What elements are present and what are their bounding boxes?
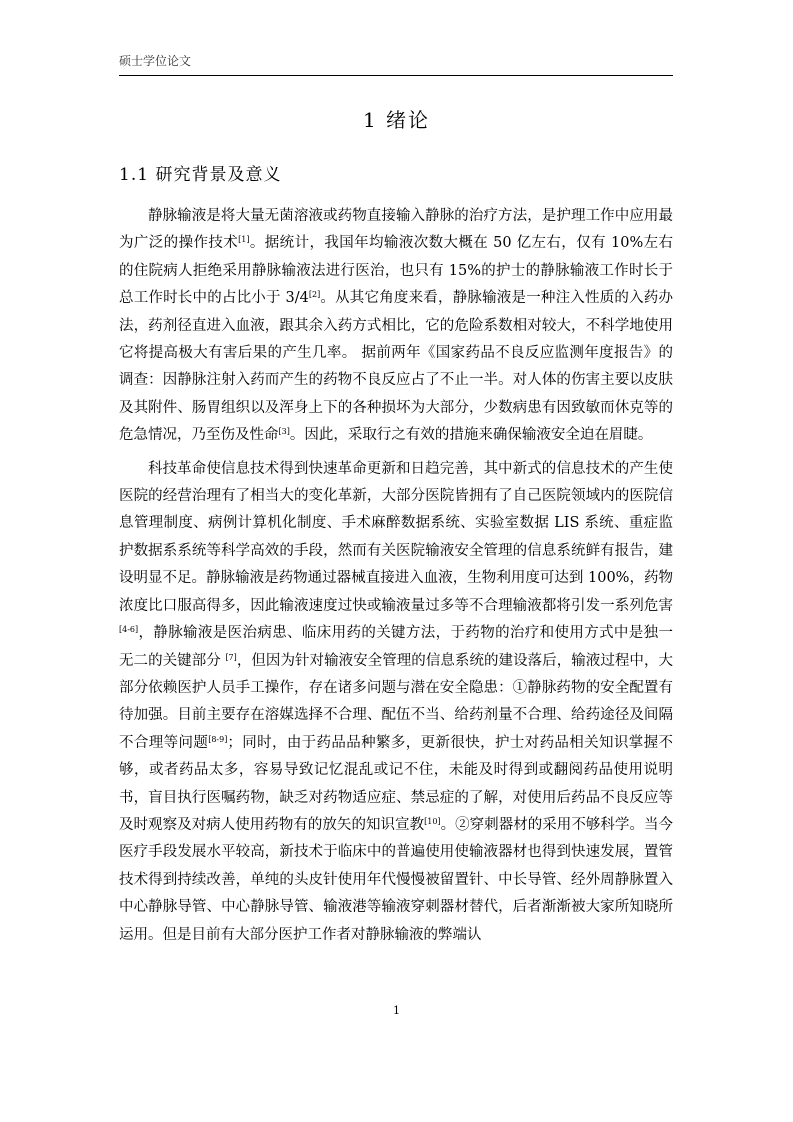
section-title: 1.1 研究背景及意义 bbox=[119, 165, 282, 185]
paragraph-2 bbox=[119, 456, 673, 949]
text-run: 。从其它角度来看，静脉输液是一种注入性质的入药办法，药剂径直进入血液，跟其余入药方式相比，它的危险系数相对较大，不科学地使用它将提高极大有害后果的产生几率。 据前两年《国家药品不良反应监测年度报告》的调查：因静脉注射入药而产生的药物不良反应占了不止一半。对人体的伤害主要以皮肤及其附件、肠胃组织以及浑身上下的各种损坏为大部分，少数病患有因致敏而休克等的危急情况，乃至伤及性命 bbox=[119, 290, 674, 444]
text-run: 科技革命使信息技术得到快速革命更新和日趋完善，其中新式的信息技术的产生使医院的经营治理有了相当大的变化革新，大部分医院皆拥有了自己医院领域内的医院信息管理制度、病例计算机化制度、手术麻醉数据系统、实验室数据 LIS 系统、重症监护数据系系统等科学高效的手段，然而有关医院输液安全管理的信息系统鲜有报告，建设明显不足。静脉输液是药物通过器械直接进入血液，生物利用度可达到 100%，药物浓度比口服高得多，因此输液速度过快或输液量过多等不合理输液都将引发一系列危害 bbox=[119, 460, 673, 614]
header-rule bbox=[119, 75, 673, 76]
body-text bbox=[119, 203, 673, 955]
citation: [4-6] bbox=[119, 625, 139, 635]
page-number: 1 bbox=[393, 1004, 400, 1017]
citation: [7] bbox=[225, 652, 237, 662]
text-run: 。因此，采取行之有效的措施来确保输液安全迫在眉睫。 bbox=[289, 427, 653, 444]
citation: [1] bbox=[238, 235, 250, 245]
citation: [3] bbox=[278, 427, 290, 437]
citation: [2] bbox=[308, 290, 321, 300]
text-run: ；同时，由于药品品种繁多，更新很快，护士对药品相关知识掌握不够，或者药品太多，容易导致记忆混乱或记不住，未能及时得到或翻阅药品使用说明书，盲目执行医嘱药物，缺乏对药物适应症、禁忌症的了解，对使用后药品不良反应等及时观察及对病人使用药物有的放矢的知识宣教 bbox=[119, 734, 674, 833]
text-run: 。据统计，我国年均输液次数大概在 50 亿左右，仅有 10%左右的住院病人拒绝采用静脉输液法进行医治，也只有 15%的护士的静脉输液工作时长于总工作时长中的占比小于 3/4 bbox=[119, 235, 674, 307]
running-header: 硕士学位论文 bbox=[119, 54, 192, 68]
text-run: ，但因为针对输液安全管理的信息系统的建设落后，输液过程中，大部分依赖医护人员手工操作，存在诸多问题与潜在安全隐患：①静脉药物的安全配置有待加强。目前主要存在溶媒选择不合理、配伍不当、给药剂量不合理、给药途径及间隔不合理等问题 bbox=[119, 652, 673, 751]
chapter-title: 1 绪论 bbox=[362, 108, 431, 132]
text-run: ，静脉输液是医治病患、临床用药的关键方法，于药物的治疗和使用方式中是独一无二的关键部分 bbox=[119, 625, 673, 669]
paragraph-1 bbox=[119, 203, 673, 450]
text-run: 。②穿刺器材的采用不够科学。当今医疗手段发展水平较高，新技术于临床中的普遍使用使输液器材也得到快速发展，置管技术得到持续改善，单纯的头皮针使用年代慢慢被留置针、中长导管、经外周静脉置入中心静脉导管、中心静脉导管、输液港等输液穿刺器材替代，后者渐渐被大家所知晓所运用。但是目前有大部分医护工作者对静脉输液的弊端认 bbox=[119, 816, 674, 943]
citation: [10] bbox=[424, 816, 441, 826]
citation: [8-9] bbox=[208, 734, 228, 744]
text-run: 静脉输液是将大量无菌溶液或药物直接输入静脉的治疗方法，是护理工作中应用最为广泛的操作技术 bbox=[119, 208, 673, 252]
